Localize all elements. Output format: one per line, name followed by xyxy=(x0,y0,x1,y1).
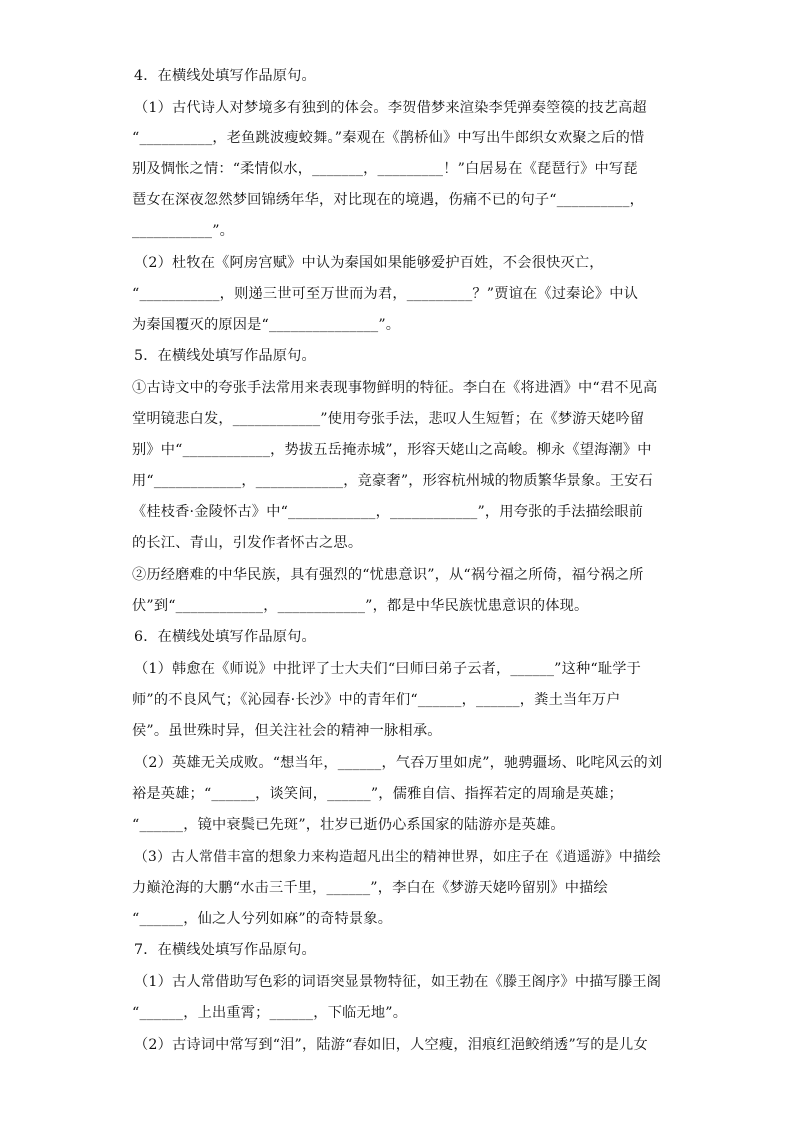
question-4-2-line-3: 为秦国覆灭的原因是“_______________”。 xyxy=(132,317,401,333)
question-6-1-line-1: （1）韩愈在《师说》中批评了士大夫们“曰师曰弟子云者，______”这种“耻学于 xyxy=(134,661,641,677)
question-7-heading: 7．在横线处填写作品原句。 xyxy=(134,942,316,958)
question-6-2-line-2: 裕是英雄；“______，谈笑间，______”，儒雅自信、指挥若定的周瑜是英雄； xyxy=(132,786,623,802)
question-4-1-line-3: 别及惆怅之情：“柔情似水，_______，_________！”白居易在《琵琶行》中写琵 xyxy=(132,161,638,177)
question-6-1-line-2: 师”的不良风气；《沁园春·长沙》中的青年们“______，______，粪土当年万户 xyxy=(132,692,621,708)
question-4-1-line-2: “__________，老鱼跳波瘦蛟舞。”秦观在《鹊桥仙》中写出牛郎织女欢聚之后的惜 xyxy=(132,130,645,146)
question-6-1-line-3: 侯”。虽世殊时异，但关注社会的精神一脉相承。 xyxy=(132,723,442,739)
question-7-1-line-1: （1）古人常借助写色彩的词语突显景物特征，如王勃在《滕王阁序》中描写滕王阁 xyxy=(134,974,662,990)
question-6-2-line-3: “______，镜中衰鬓已先斑”，壮岁已逝仍心系国家的陆游亦是英雄。 xyxy=(132,817,565,833)
question-5-2-line-1: ②历经磨难的中华民族，具有强烈的“忧患意识”，从“祸兮福之所倚，福兮祸之所 xyxy=(132,567,644,583)
question-5-1-line-4: 用“____________，____________，竞豪奢”，形容杭州城的物质繁华景象。王安石 xyxy=(132,473,653,489)
question-4-1-line-4: 琶女在深夜忽然梦回锦绣年华，对比现在的境遇，伤痛不已的句子“__________， xyxy=(132,192,645,208)
question-6-2-line-1: （2）英雄无关成败。“想当年，______，气吞万里如虎”，驰骋疆场、叱咤风云的刘 xyxy=(134,755,663,771)
question-4-2-line-2: “___________，则递三世可至万世而为君，_________？”贾谊在《过秦论》中认 xyxy=(132,286,639,302)
question-5-1-line-5: 《桂枝香·金陵怀古》中“____________，____________”，用夸张的手法描绘眼前 xyxy=(132,504,644,520)
question-6-3-line-3: “______，仙之人兮列如麻”的奇特景象。 xyxy=(132,911,393,927)
question-7-1-line-2: “______，上出重霄；______，下临无地”。 xyxy=(132,1005,408,1021)
question-4-2-line-1: （2）杜牧在《阿房宫赋》中认为秦国如果能够爱护百姓，不会很快灭亡， xyxy=(134,255,604,271)
question-5-1-line-6: 的长江、青山，引发作者怀古之思。 xyxy=(132,535,363,551)
question-6-heading: 6．在横线处填写作品原句。 xyxy=(134,629,316,645)
question-5-1-line-2: 堂明镜悲白发，____________”使用夸张手法，悲叹人生短暂；在《梦游天姥吟留 xyxy=(132,411,645,427)
question-5-2-line-2: 伏”到“____________，____________”，都是中华民族忧患意识的体现。 xyxy=(132,598,589,614)
question-4-1-line-5: ___________”。 xyxy=(132,223,235,239)
question-6-3-line-1: （3）古人常借丰富的想象力来构造超凡出尘的精神世界，如庄子在《逍遥游》中描绘 xyxy=(134,849,661,865)
question-5-heading: 5．在横线处填写作品原句。 xyxy=(134,348,316,364)
question-7-2-line-1: （2）古诗词中常写到“泪”，陆游“春如旧，人空瘦，泪痕红浥鲛绡透”写的是儿女 xyxy=(134,1037,648,1053)
question-4-1-line-1: （1）古代诗人对梦境多有独到的体会。李贺借梦来渲染李凭弹奏箜篌的技艺高超 xyxy=(134,100,647,116)
question-5-1-line-1: ①古诗文中的夸张手法常用来表现事物鲜明的特征。李白在《将进酒》中“君不见高 xyxy=(132,380,658,396)
question-4-heading: 4．在横线处填写作品原句。 xyxy=(134,68,316,84)
question-6-3-line-2: 力巅沧海的大鹏“水击三千里，______”，李白在《梦游天姥吟留别》中描绘 xyxy=(132,880,608,896)
question-5-1-line-3: 别》中“____________，势拔五岳掩赤城”，形容天姥山之高峻。柳永《望海潮》中 xyxy=(132,442,652,458)
